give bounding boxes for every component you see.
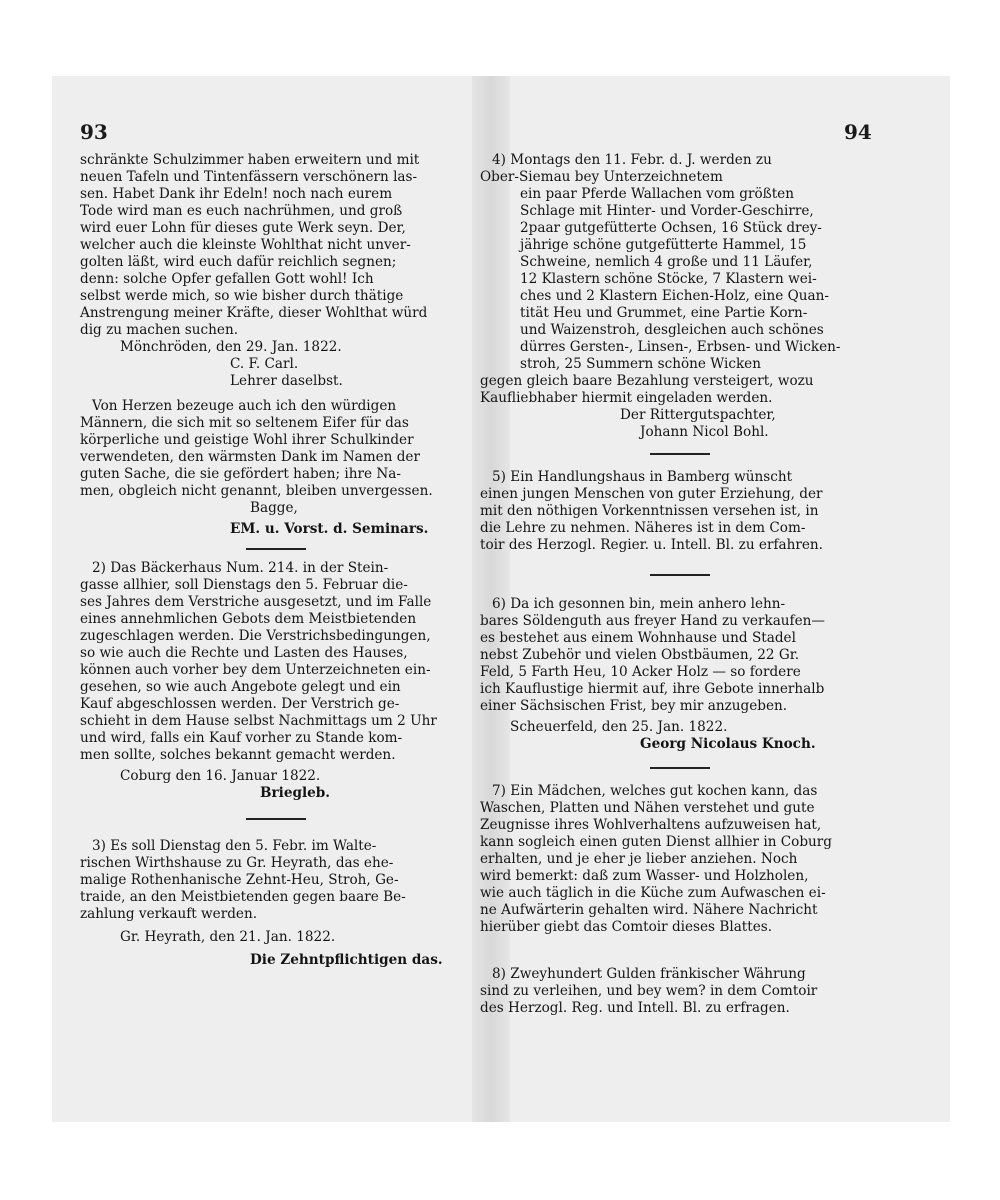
text-line: dürres Gersten-, Linsen-, Erbsen- und Wicken- <box>520 339 841 355</box>
text-line: 6) Da ich gesonnen bin, mein anhero lehn- <box>492 596 786 612</box>
text-line: die Lehre zu nehmen. Näheres ist in dem Com- <box>480 520 806 536</box>
text-line: malige Rothenhanische Zehnt-Heu, Stroh, Ge- <box>80 872 399 888</box>
text-line: können auch vorher bey dem Unterzeichneten ein- <box>80 662 431 678</box>
signature: Johann Nicol Bohl. <box>640 424 769 440</box>
text-line: toir des Herzogl. Regier. u. Intell. Bl. zu erfahren. <box>480 537 823 553</box>
text-line: gasse allhier, soll Dienstags den 5. Februar die- <box>80 577 408 593</box>
text-line: jährige schöne gutgefütterte Hammel, 15 <box>520 237 807 253</box>
text-line: erhalten, und je eher je lieber anziehen. Noch <box>480 851 798 867</box>
text-line: kann sogleich einen guten Dienst allhier in Coburg <box>480 834 833 850</box>
text-line: schieht in dem Hause selbst Nachmittags um 2 Uhr <box>80 713 437 729</box>
text-line: wie auch täglich in die Küche zum Aufwaschen ei- <box>480 885 826 901</box>
text-line: 8) Zweyhundert Gulden fränkischer Währung <box>492 966 806 982</box>
text-line: 5) Ein Handlungshaus in Bamberg wünscht <box>492 469 793 485</box>
text-line: Anstrengung meiner Kräfte, dieser Wohlthat würd <box>80 305 428 321</box>
text-line: selbst werde mich, so wie bisher durch thätige <box>80 288 404 304</box>
left-paragraph-3 <box>80 560 472 764</box>
text-line: wird euer Lohn für dieses gute Werk seyn. Der, <box>80 220 406 236</box>
page-number-left: 93 <box>80 120 108 144</box>
text-line: körperliche und geistige Wohl ihrer Schulkinder <box>80 432 414 448</box>
text-line: Männern, die sich mit so seltenem Eifer für das <box>80 415 409 431</box>
signature-title: EM. u. Vorst. d. Seminars. <box>230 521 429 537</box>
section-divider <box>246 818 306 820</box>
text-line: zugeschlagen werden. Die Verstrichsbedingungen, <box>80 628 431 644</box>
text-line: guten Sache, die sie gefördert haben; ihre Na- <box>80 466 401 482</box>
section-divider <box>650 574 710 576</box>
text-line: bares Söldenguth aus freyer Hand zu verkaufen— <box>480 613 825 629</box>
text-line: es bestehet aus einem Wohnhause und Stadel <box>480 630 796 646</box>
text-line: ne Aufwärterin gehalten wird. Nähere Nachricht <box>480 902 818 918</box>
text-line: Kaufliebhaber hiermit eingeladen werden. <box>480 390 773 406</box>
text-line: verwendeten, den wärmsten Dank im Namen der <box>80 449 420 465</box>
page-number-right: 94 <box>844 120 872 144</box>
text-line: zahlung verkauft werden. <box>80 906 258 922</box>
section-divider <box>650 767 710 769</box>
text-line: und Waizenstroh, desgleichen auch schönes <box>520 322 824 338</box>
text-line: ses Jahres dem Verstriche ausgesetzt, und im Falle <box>80 594 432 610</box>
text-line: men sollte, solches bekannt gemacht werden. <box>80 747 396 763</box>
text-line: sind zu verleihen, und bey wem? in dem Comtoir <box>480 983 818 999</box>
text-line: Schlage mit Hinter- und Vorder-Geschirre, <box>520 203 814 219</box>
text-line: wird bemerkt: daß zum Wasser- und Holzholen, <box>480 868 809 884</box>
text-line: Von Herzen bezeuge auch ich den würdigen <box>92 398 397 414</box>
section-divider <box>246 548 306 550</box>
left-column <box>80 152 472 969</box>
text-line: 3) Es soll Dienstag den 5. Febr. im Walte- <box>92 838 377 854</box>
text-line: ein paar Pferde Wallachen vom größten <box>520 186 794 202</box>
text-line: Tode wird man es euch nachrühmen, und groß <box>80 203 403 219</box>
text-line: nebst Zubehör und vielen Obstbäumen, 22 Gr. <box>480 647 800 663</box>
place-date: Mönchröden, den 29. Jan. 1822. <box>120 339 342 355</box>
right-column <box>480 152 880 1017</box>
left-paragraph-2 <box>80 398 472 500</box>
text-line: Schweine, nemlich 4 große und 11 Läufer, <box>520 254 813 270</box>
place-date: Coburg den 16. Januar 1822. <box>120 768 321 784</box>
text-line: Feld, 5 Farth Heu, 10 Acker Holz — so fordere <box>480 664 801 680</box>
text-line: des Herzogl. Reg. und Intell. Bl. zu erfragen. <box>480 1000 790 1016</box>
text-line: 12 Klastern schöne Stöcke, 7 Klastern wei- <box>520 271 817 287</box>
text-line: golten läßt, wird euch dafür reichlich segnen; <box>80 254 397 270</box>
text-line: mit den nöthigen Vorkenntnissen versehen ist, in <box>480 503 819 519</box>
right-paragraph-5 <box>480 966 880 1017</box>
text-line: Kauf abgeschlossen werden. Der Verstrich ge- <box>80 696 400 712</box>
section-divider <box>650 453 710 455</box>
text-line: einer Sächsischen Frist, bey mir anzugeben. <box>480 698 788 714</box>
text-line: 2paar gutgefütterte Ochsen, 16 Stück drey- <box>520 220 822 236</box>
text-line: schränkte Schulzimmer haben erweitern und mit <box>80 152 420 168</box>
text-line: Zeugnisse ihres Wohlverhaltens aufzuweisen hat, <box>480 817 822 833</box>
text-line: 2) Das Bäckerhaus Num. 214. in der Stein- <box>92 560 389 576</box>
text-line: welcher auch die kleinste Wohlthat nicht unver- <box>80 237 411 253</box>
signature: Georg Nicolaus Knoch. <box>640 736 816 752</box>
right-paragraph-1 <box>480 152 880 407</box>
right-paragraph-3 <box>480 596 880 715</box>
text-line: rischen Wirthshause zu Gr. Heyrath, das ehe- <box>80 855 394 871</box>
text-line: Ober-Siemau bey Unterzeichnetem <box>480 169 723 185</box>
text-line: 7) Ein Mädchen, welches gut kochen kann, das <box>492 783 818 799</box>
section-spacer <box>650 950 710 952</box>
place-date: Scheuerfeld, den 25. Jan. 1822. <box>510 719 728 735</box>
text-line: so wie auch die Rechte und Lasten des Hauses, <box>80 645 408 661</box>
text-line: men, obgleich nicht genannt, bleiben unvergessen. <box>80 483 433 499</box>
text-line: tität Heu und Grummet, eine Partie Korn- <box>520 305 808 321</box>
text-line: denn: solche Opfer gefallen Gott wohl! Ich <box>80 271 374 287</box>
signature: Die Zehntpflichtigen das. <box>250 952 443 968</box>
text-line: traide, an den Meistbietenden gegen baare Be- <box>80 889 406 905</box>
text-line: 4) Montags den 11. Febr. d. J. werden zu <box>492 152 772 168</box>
text-line: neuen Tafeln und Tintenfässern verschönern las- <box>80 169 418 185</box>
left-paragraph-4 <box>80 838 472 923</box>
signature-title: Der Rittergutspachter, <box>620 407 776 423</box>
text-line: ches und 2 Klastern Eichen-Holz, eine Quan- <box>520 288 829 304</box>
text-line: sen. Habet Dank ihr Edeln! noch nach eurem <box>80 186 393 202</box>
text-line: ich Kauflustige hiermit auf, ihre Gebote innerhalb <box>480 681 825 697</box>
signature: Bagge, <box>250 500 298 516</box>
signature-title: Lehrer daselbst. <box>230 373 343 389</box>
signature: C. F. Carl. <box>230 356 299 372</box>
scanned-page-spread <box>52 76 950 1122</box>
place-date: Gr. Heyrath, den 21. Jan. 1822. <box>120 929 336 945</box>
text-line: gegen gleich baare Bezahlung versteigert, wozu <box>480 373 814 389</box>
left-paragraph-1 <box>80 152 472 339</box>
text-line: hierüber giebt das Comtoir dieses Blattes. <box>480 919 773 935</box>
right-paragraph-4 <box>480 783 880 936</box>
right-paragraph-2 <box>480 469 880 554</box>
text-line: eines annehmlichen Gebots dem Meistbietenden <box>80 611 417 627</box>
text-line: Waschen, Platten und Nähen verstehet und gute <box>480 800 815 816</box>
text-line: dig zu machen suchen. <box>80 322 239 338</box>
text-line: gesehen, so wie auch Angebote gelegt und ein <box>80 679 401 695</box>
signature: Briegleb. <box>260 785 331 801</box>
text-line: einen jungen Menschen von guter Erziehung, der <box>480 486 823 502</box>
text-line: und wird, falls ein Kauf vorher zu Stande kom- <box>80 730 403 746</box>
text-line: stroh, 25 Summern schöne Wicken <box>520 356 761 372</box>
